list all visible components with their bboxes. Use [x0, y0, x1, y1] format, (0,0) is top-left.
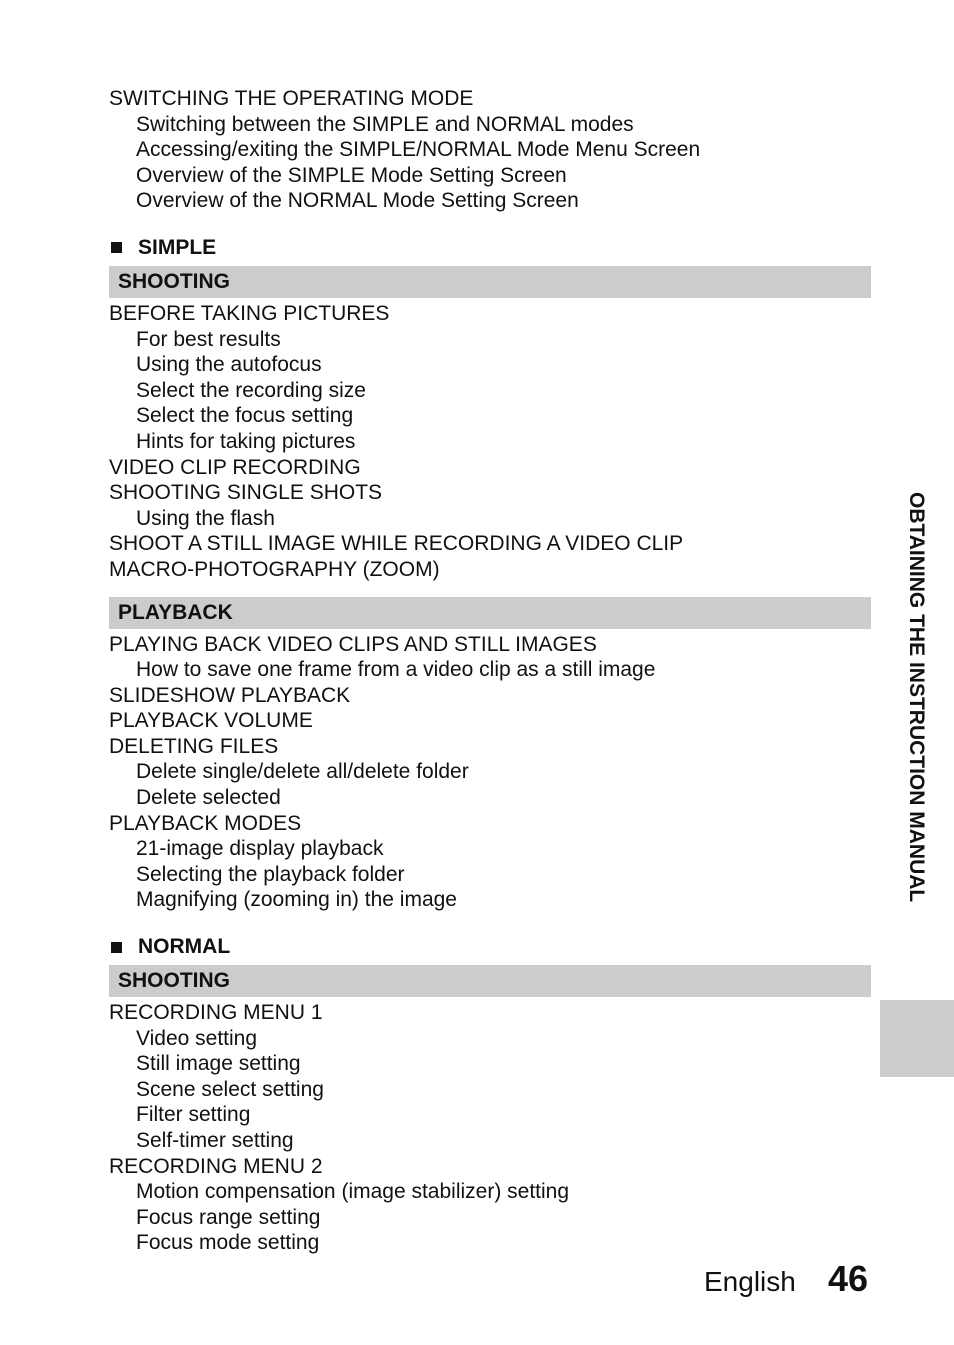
- footer-language: English: [704, 1266, 796, 1297]
- sub-entry: Focus mode setting: [136, 1231, 320, 1255]
- entry: PLAYBACK MODES: [109, 811, 302, 835]
- sub-entry: Delete single/delete all/delete folder: [136, 760, 469, 784]
- entry: VIDEO CLIP RECORDING: [109, 455, 361, 479]
- sub-entry: Selecting the playback folder: [136, 862, 405, 886]
- entry: DELETING FILES: [109, 734, 279, 758]
- sub-entry: Still image setting: [136, 1052, 301, 1076]
- square-bullet-icon: [111, 942, 122, 953]
- sub-entry: Overview of the SIMPLE Mode Setting Screen: [136, 163, 567, 187]
- sub-entry: Scene select setting: [136, 1077, 324, 1101]
- side-chapter-title: OBTAINING THE INSTRUCTION MANUAL: [905, 492, 928, 903]
- entry: SWITCHING THE OPERATING MODE: [109, 87, 474, 110]
- sub-entry: Video setting: [136, 1026, 258, 1050]
- entry: RECORDING MENU 1: [109, 1001, 323, 1025]
- entry: SHOOT A STILL IMAGE WHILE RECORDING A VIDEO CLIP: [109, 532, 684, 556]
- sub-entry: Delete selected: [136, 786, 281, 810]
- section-header: SHOOTING: [109, 266, 871, 298]
- entry: RECORDING MENU 2: [109, 1154, 323, 1178]
- sub-entry: Select the recording size: [136, 378, 366, 402]
- sub-entry: Using the autofocus: [136, 353, 322, 377]
- entry: PLAYING BACK VIDEO CLIPS AND STILL IMAGES: [109, 632, 597, 656]
- group-heading: [109, 235, 871, 261]
- group-heading-label: NORMAL: [138, 935, 231, 959]
- sub-entry: Motion compensation (image stabilizer) setting: [136, 1180, 570, 1204]
- sub-entry: Accessing/exiting the SIMPLE/NORMAL Mode Menu Screen: [136, 138, 701, 162]
- page-number: 46: [828, 1258, 869, 1299]
- sub-entry: Self-timer setting: [136, 1129, 294, 1152]
- sub-entry: Using the flash: [136, 506, 275, 530]
- group-heading: [109, 934, 871, 960]
- group-heading-label: SIMPLE: [138, 235, 217, 259]
- sub-entry: How to save one frame from a video clip as a still image: [136, 658, 656, 682]
- entry: SLIDESHOW PLAYBACK: [109, 683, 351, 707]
- sub-entry: Hints for taking pictures: [136, 429, 356, 453]
- sub-entry: Switching between the SIMPLE and NORMAL modes: [136, 112, 634, 136]
- sub-entry: Filter setting: [136, 1103, 251, 1127]
- entry: SHOOTING SINGLE SHOTS: [109, 481, 383, 505]
- sub-entry: Select the focus setting: [136, 404, 354, 428]
- entry: MACRO-PHOTOGRAPHY (ZOOM): [109, 557, 440, 581]
- entry: BEFORE TAKING PICTURES: [109, 301, 390, 325]
- sub-entry: Focus range setting: [136, 1205, 321, 1229]
- sub-entry: Overview of the NORMAL Mode Setting Screen: [136, 189, 579, 213]
- contents-body: [109, 86, 871, 1256]
- section-header: SHOOTING: [109, 965, 871, 997]
- square-bullet-icon: [111, 242, 122, 253]
- sub-entry: For best results: [136, 327, 281, 351]
- section-header: PLAYBACK: [109, 597, 871, 629]
- side-tab-marker: [880, 1000, 954, 1077]
- sub-entry: Magnifying (zooming in) the image: [136, 888, 457, 912]
- sub-entry: 21-image display playback: [136, 837, 384, 861]
- entry: PLAYBACK VOLUME: [109, 709, 313, 733]
